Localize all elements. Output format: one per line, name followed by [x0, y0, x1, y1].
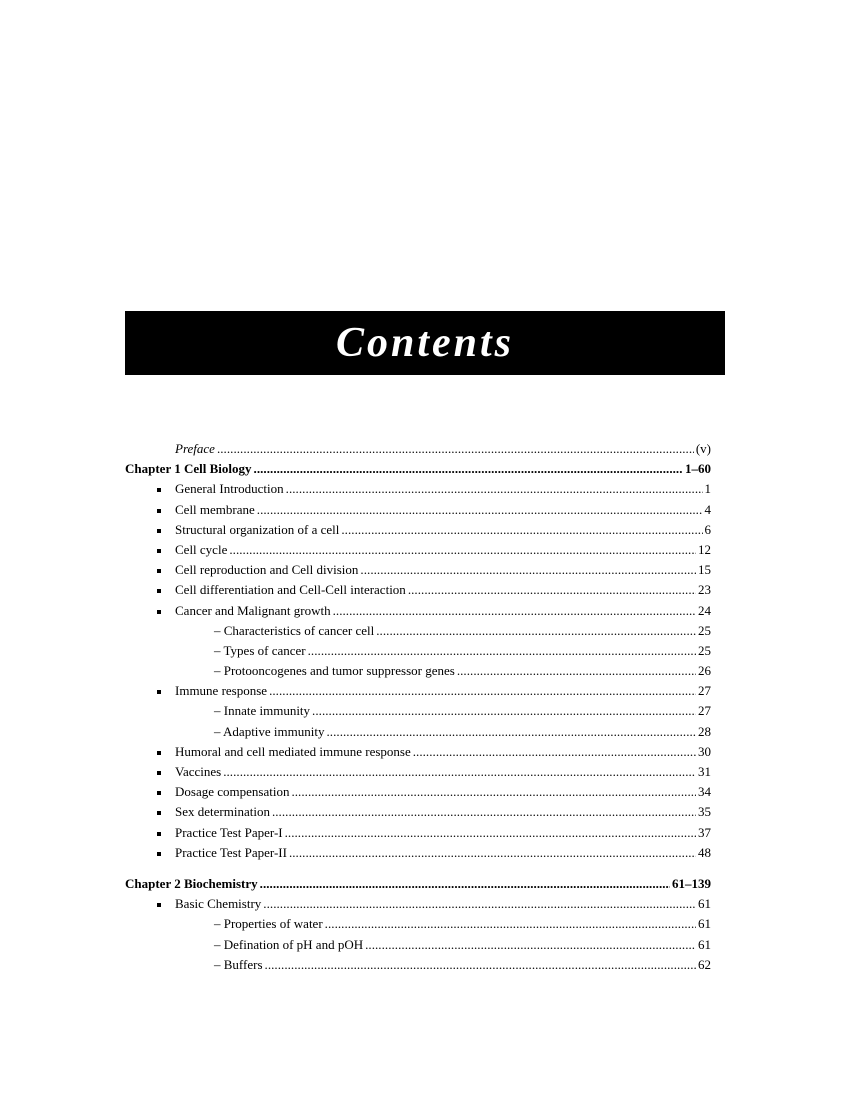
dot-leader	[265, 955, 696, 975]
toc-entry-label: Cell differentiation and Cell-Cell interaction	[125, 580, 406, 600]
dot-leader	[272, 802, 696, 822]
toc-entry-row	[125, 935, 711, 955]
dot-leader	[376, 621, 696, 641]
dot-leader	[360, 560, 696, 580]
toc-page-number: 62	[698, 956, 711, 972]
dot-leader	[286, 479, 703, 499]
toc-entry-row	[125, 843, 711, 863]
toc-entry-row	[125, 742, 711, 762]
table-of-contents	[125, 439, 711, 975]
dot-leader	[365, 935, 696, 955]
toc-page-number: 27	[698, 703, 711, 719]
toc-entry-label: Practice Test Paper-I	[125, 823, 283, 843]
dot-leader	[257, 500, 703, 520]
toc-chapter-row	[125, 459, 711, 479]
toc-page-number: 28	[698, 723, 711, 739]
toc-entry-label: – Innate immunity	[214, 703, 311, 719]
toc-page-number: 6	[704, 521, 711, 537]
dot-leader	[408, 580, 696, 600]
dot-leader	[327, 722, 697, 742]
toc-page-number: 1	[704, 481, 711, 497]
dot-leader	[341, 520, 702, 540]
toc-page-number: 35	[698, 804, 711, 820]
toc-entry-row	[125, 802, 711, 822]
dot-leader	[413, 742, 696, 762]
dot-leader	[308, 641, 696, 661]
toc-page-number: 34	[698, 784, 711, 800]
toc-page-number: 26	[698, 663, 711, 679]
toc-page-number: 25	[698, 622, 711, 638]
dot-leader	[289, 843, 696, 863]
dot-leader	[325, 914, 696, 934]
dot-leader	[260, 874, 670, 894]
toc-entry-row	[125, 722, 711, 742]
dot-leader	[457, 661, 696, 681]
toc-entry-row	[125, 500, 711, 520]
toc-entry-label: Vaccines	[125, 762, 221, 782]
toc-entry-row	[125, 520, 711, 540]
toc-entry-row	[125, 479, 711, 499]
toc-page-number: (v)	[695, 441, 711, 456]
toc-entry-label: Chapter 1 Cell Biology	[125, 461, 252, 477]
toc-entry-label: Cell cycle	[125, 540, 227, 560]
toc-page-number: 27	[698, 683, 711, 699]
dot-leader	[285, 823, 696, 843]
toc-entry-label: Cancer and Malignant growth	[125, 601, 331, 621]
dot-leader	[312, 701, 696, 721]
dot-leader	[254, 459, 683, 479]
toc-entry-label: Immune response	[125, 681, 267, 701]
toc-entry-row	[125, 762, 711, 782]
toc-entry-row	[125, 641, 711, 661]
toc-entry-row	[125, 701, 711, 721]
dot-leader	[223, 762, 696, 782]
toc-page-number: 30	[698, 743, 711, 759]
toc-chapter-row	[125, 874, 711, 894]
toc-entry-label: – Characteristics of cancer cell	[214, 622, 375, 638]
contents-banner	[125, 311, 725, 375]
toc-entry-label: Practice Test Paper-II	[125, 843, 287, 863]
toc-page-number: 24	[698, 602, 711, 618]
toc-page-number: 48	[698, 844, 711, 860]
page-title: Contents	[335, 320, 515, 366]
toc-entry-row	[125, 580, 711, 600]
toc-page-number: 12	[698, 541, 711, 557]
toc-entry-label: Basic Chemistry	[125, 894, 261, 914]
toc-page-number: 25	[698, 642, 711, 658]
toc-page-number: 1–60	[685, 461, 711, 477]
toc-entry-row	[125, 661, 711, 681]
toc-entry-row	[125, 560, 711, 580]
dot-leader	[229, 540, 696, 560]
toc-entry-label: Structural organization of a cell	[125, 520, 339, 540]
dot-leader	[333, 601, 696, 621]
toc-entry-label: Dosage compensation	[125, 782, 289, 802]
dot-leader	[291, 782, 696, 802]
toc-entry-row	[125, 955, 711, 975]
toc-entry-label: General Introduction	[125, 479, 284, 499]
toc-entry-label: Cell membrane	[125, 500, 255, 520]
toc-entry-row	[125, 601, 711, 621]
toc-entry-label: – Types of cancer	[214, 642, 306, 658]
toc-entry-label: Chapter 2 Biochemistry	[125, 875, 258, 891]
toc-entry-label: – Properties of water	[214, 916, 323, 932]
toc-page-number: 61–139	[672, 875, 711, 891]
toc-page-number: 31	[698, 764, 711, 779]
dot-leader	[269, 681, 696, 701]
toc-entry-row	[125, 894, 711, 914]
toc-entry-row	[125, 914, 711, 934]
toc-entry-label: Cell reproduction and Cell division	[125, 560, 358, 580]
toc-entry-label: – Buffers	[214, 956, 263, 972]
toc-entry-row	[125, 540, 711, 560]
toc-page-number: 61	[698, 916, 711, 932]
toc-entry-row	[125, 782, 711, 802]
toc-entry-label: – Adaptive immunity	[214, 723, 325, 739]
toc-page-number: 15	[698, 562, 711, 578]
toc-page-number: 4	[704, 501, 711, 517]
toc-entry-row	[125, 681, 711, 701]
toc-entry-label: – Defination of pH and pOH	[214, 936, 364, 952]
toc-entry-label: Preface	[175, 441, 215, 456]
toc-page-number: 61	[698, 896, 711, 912]
toc-page-number: 61	[698, 936, 711, 952]
dot-leader	[263, 894, 696, 914]
toc-page-number: 37	[698, 824, 711, 840]
toc-entry-label: Humoral and cell mediated immune response	[125, 742, 411, 762]
toc-page-number: 23	[698, 582, 711, 598]
toc-entry-row	[125, 439, 711, 459]
toc-entry-label: Sex determination	[125, 802, 270, 822]
toc-entry-label: – Protooncogenes and tumor suppressor genes	[214, 663, 455, 679]
toc-entry-row	[125, 823, 711, 843]
toc-entry-row	[125, 621, 711, 641]
dot-leader	[217, 439, 694, 459]
